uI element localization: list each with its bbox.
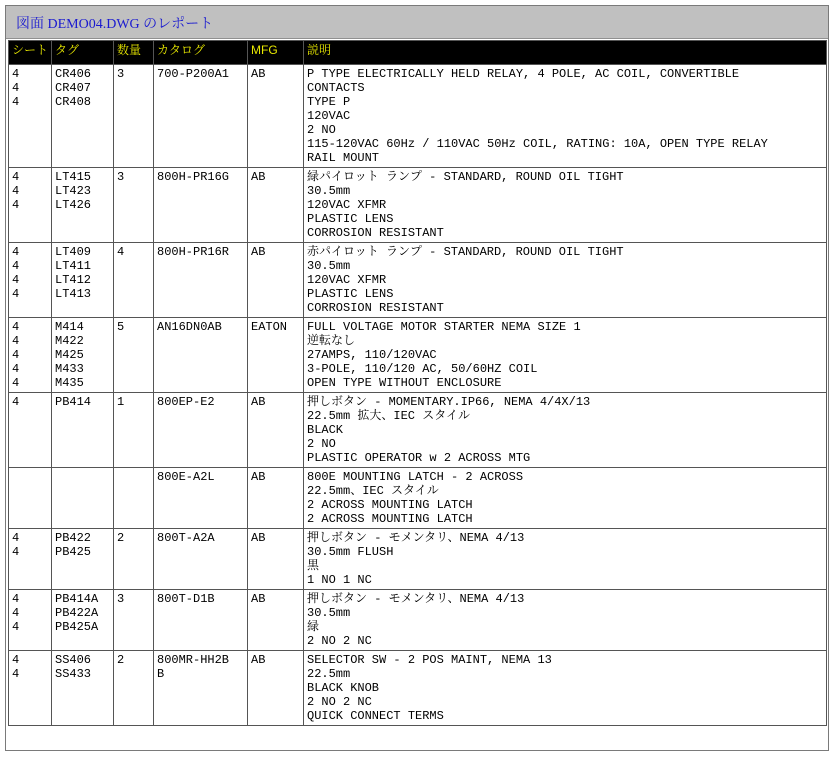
cell-description	[304, 318, 827, 393]
table-header	[9, 41, 827, 65]
cell-qty: 2	[114, 529, 154, 590]
cell-qty: 2	[114, 651, 154, 726]
cell-catalog	[154, 65, 248, 168]
cell-description	[304, 468, 827, 529]
cell-description-line: 2 ACROSS MOUNTING LATCH	[307, 498, 473, 512]
cell-catalog-line: 700-P200A1	[157, 67, 230, 81]
cell-sheet-line: 4	[12, 348, 20, 362]
cell-sheet-line: 4	[12, 81, 20, 95]
cell-tag	[52, 468, 114, 529]
cell-sheet-line: 4	[12, 184, 20, 198]
cell-sheet	[9, 243, 52, 318]
cell-sheet-line: 4	[12, 245, 20, 259]
cell-mfg: AB	[248, 529, 304, 590]
cell-description-line: 22.5mm、IEC スタイル	[307, 484, 439, 498]
cell-mfg: AB	[248, 168, 304, 243]
cell-description-line: 30.5mm FLUSH	[307, 545, 394, 559]
cell-sheet	[9, 590, 52, 651]
cell-description-line: 2 NO	[307, 437, 336, 451]
cell-tag-line: LT426	[55, 198, 92, 212]
cell-description-line: 緑	[307, 620, 320, 634]
cell-description-line: CORROSION RESISTANT	[307, 301, 444, 315]
cell-description-line: TYPE P	[307, 95, 351, 109]
cell-sheet-line: 4	[12, 95, 20, 109]
cell-mfg: AB	[248, 590, 304, 651]
cell-tag-line: PB414	[55, 395, 92, 409]
cell-tag-line: LT415	[55, 170, 92, 184]
cell-tag-line: M422	[55, 334, 84, 348]
header-row	[9, 41, 827, 65]
cell-tag-line: PB422	[55, 531, 92, 545]
cell-description-line: 27AMPS, 110/120VAC	[307, 348, 437, 362]
table-row	[9, 168, 827, 243]
cell-description-line: 120VAC	[307, 109, 351, 123]
cell-description-line: 2 NO 2 NC	[307, 634, 372, 648]
cell-mfg: AB	[248, 468, 304, 529]
cell-catalog	[154, 529, 248, 590]
cell-description-line: FULL VOLTAGE MOTOR STARTER NEMA SIZE 1	[307, 320, 581, 334]
cell-tag-line: M433	[55, 362, 84, 376]
cell-description-line: 押しボタン - モメンタリ、NEMA 4/13	[307, 592, 525, 606]
report-title-bar	[6, 6, 828, 39]
cell-sheet	[9, 529, 52, 590]
cell-tag	[52, 590, 114, 651]
cell-catalog-line: 800H-PR16R	[157, 245, 230, 259]
cell-tag-line: M425	[55, 348, 84, 362]
cell-catalog-line: 800E-A2L	[157, 470, 215, 484]
cell-tag-line: SS433	[55, 667, 92, 681]
cell-description-line: 押しボタン - モメンタリ、NEMA 4/13	[307, 531, 525, 545]
cell-description-line: QUICK CONNECT TERMS	[307, 709, 444, 723]
table-row	[9, 468, 827, 529]
cell-description-line: 黒	[307, 559, 320, 573]
cell-tag-line: LT423	[55, 184, 92, 198]
cell-sheet	[9, 393, 52, 468]
header-mfg: MFG	[248, 41, 304, 65]
cell-sheet-line: 4	[12, 287, 20, 301]
cell-description-line: 22.5mm	[307, 667, 351, 681]
cell-catalog-line: 800T-A2A	[157, 531, 215, 545]
cell-qty: 4	[114, 243, 154, 318]
cell-description-line: 120VAC XFMR	[307, 198, 387, 212]
cell-sheet-line: 4	[12, 67, 20, 81]
cell-tag	[52, 243, 114, 318]
header-description: 説明	[304, 41, 827, 65]
cell-sheet-line: 4	[12, 334, 20, 348]
cell-mfg: AB	[248, 651, 304, 726]
cell-description-line: 115-120VAC 60Hz / 110VAC 50Hz COIL, RATING: 10A, OPEN TYPE RELAY	[307, 137, 768, 151]
cell-catalog-line: 800T-D1B	[157, 592, 215, 606]
cell-description-line: 3-POLE, 110/120 AC, 50/60HZ COIL	[307, 362, 538, 376]
cell-catalog	[154, 590, 248, 651]
cell-description	[304, 590, 827, 651]
cell-sheet-line: 4	[12, 273, 20, 287]
cell-tag	[52, 651, 114, 726]
table-row	[9, 529, 827, 590]
cell-tag-line: M435	[55, 376, 84, 390]
cell-sheet	[9, 468, 52, 529]
header-tag: タグ	[52, 41, 114, 65]
cell-sheet-line: 4	[12, 667, 20, 681]
cell-tag-line: LT413	[55, 287, 92, 301]
cell-catalog	[154, 243, 248, 318]
table-row	[9, 243, 827, 318]
cell-catalog	[154, 651, 248, 726]
table-row	[9, 318, 827, 393]
header-sheet: シート	[9, 41, 52, 65]
header-catalog: カタログ	[154, 41, 248, 65]
cell-mfg: AB	[248, 243, 304, 318]
cell-description-line: 2 NO 2 NC	[307, 695, 372, 709]
cell-description-line: 赤パイロット ランプ - STANDARD, ROUND OIL TIGHT	[307, 245, 624, 259]
cell-description-line: 2 NO	[307, 123, 336, 137]
cell-description-line: OPEN TYPE WITHOUT ENCLOSURE	[307, 376, 502, 390]
cell-sheet-line: 4	[12, 362, 20, 376]
cell-sheet-line: 4	[12, 320, 20, 334]
cell-catalog-line: B	[157, 667, 165, 681]
cell-sheet	[9, 318, 52, 393]
cell-description-line: 120VAC XFMR	[307, 273, 387, 287]
cell-catalog-line: 800EP-E2	[157, 395, 215, 409]
cell-description-line: 押しボタン - MOMENTARY.IP66, NEMA 4/4X/13	[307, 395, 591, 409]
cell-tag	[52, 65, 114, 168]
table-row	[9, 65, 827, 168]
cell-catalog	[154, 318, 248, 393]
cell-sheet-line: 4	[12, 606, 20, 620]
cell-catalog-line: AN16DN0AB	[157, 320, 222, 334]
cell-tag-line: PB425	[55, 545, 92, 559]
cell-description-line: 逆転なし	[307, 334, 356, 348]
cell-description-line: 1 NO 1 NC	[307, 573, 372, 587]
cell-description-line: SELECTOR SW - 2 POS MAINT, NEMA 13	[307, 653, 552, 667]
cell-qty: 3	[114, 590, 154, 651]
cell-qty: 1	[114, 393, 154, 468]
cell-sheet-line: 4	[12, 531, 20, 545]
report-table	[8, 40, 827, 726]
cell-catalog-line: 800H-PR16G	[157, 170, 230, 184]
cell-description-line: CONTACTS	[307, 81, 365, 95]
cell-tag-line: M414	[55, 320, 84, 334]
cell-description	[304, 65, 827, 168]
cell-description	[304, 529, 827, 590]
cell-sheet	[9, 65, 52, 168]
cell-sheet-line: 4	[12, 376, 20, 390]
cell-sheet-line: 4	[12, 592, 20, 606]
cell-mfg: AB	[248, 393, 304, 468]
cell-description-line: RAIL MOUNT	[307, 151, 380, 165]
cell-description-line: 緑パイロット ランプ - STANDARD, ROUND OIL TIGHT	[307, 170, 624, 184]
cell-sheet	[9, 168, 52, 243]
cell-tag-line: PB422A	[55, 606, 99, 620]
cell-qty: 3	[114, 65, 154, 168]
cell-sheet-line: 4	[12, 653, 20, 667]
cell-sheet-line: 4	[12, 395, 20, 409]
cell-tag-line: LT409	[55, 245, 92, 259]
cell-description	[304, 168, 827, 243]
header-qty: 数量	[114, 41, 154, 65]
cell-description-line: P TYPE ELECTRICALLY HELD RELAY, 4 POLE, AC COIL, CONVERTIBLE	[307, 67, 740, 81]
cell-mfg: EATON	[248, 318, 304, 393]
cell-tag	[52, 393, 114, 468]
cell-tag-line: LT411	[55, 259, 92, 273]
cell-catalog	[154, 168, 248, 243]
cell-sheet-line: 4	[12, 259, 20, 273]
cell-description-line: PLASTIC LENS	[307, 212, 394, 226]
report-title: 図面 DEMO04.DWG のレポート	[16, 17, 214, 32]
table-row	[9, 590, 827, 651]
cell-description-line: 22.5mm 拡大、IEC スタイル	[307, 409, 470, 423]
cell-tag-line: CR407	[55, 81, 92, 95]
cell-description-line: 800E MOUNTING LATCH - 2 ACROSS	[307, 470, 524, 484]
cell-sheet-line: 4	[12, 545, 20, 559]
cell-description-line: PLASTIC OPERATOR w 2 ACROSS MTG	[307, 451, 531, 465]
table-body	[9, 65, 827, 726]
cell-description-line: 30.5mm	[307, 606, 351, 620]
cell-qty: 3	[114, 168, 154, 243]
cell-sheet-line: 4	[12, 198, 20, 212]
cell-description-line: CORROSION RESISTANT	[307, 226, 444, 240]
cell-qty	[114, 468, 154, 529]
cell-catalog	[154, 468, 248, 529]
cell-tag-line: CR406	[55, 67, 92, 81]
cell-sheet-line: 4	[12, 170, 20, 184]
cell-qty: 5	[114, 318, 154, 393]
cell-description-line: PLASTIC LENS	[307, 287, 394, 301]
cell-description-line: BLACK KNOB	[307, 681, 380, 695]
cell-tag-line: PB414A	[55, 592, 99, 606]
cell-sheet	[9, 651, 52, 726]
cell-tag-line: SS406	[55, 653, 92, 667]
cell-catalog-line: 800MR-HH2B	[157, 653, 230, 667]
cell-description	[304, 243, 827, 318]
table-row	[9, 393, 827, 468]
cell-description	[304, 651, 827, 726]
report-frame	[5, 5, 829, 751]
cell-description-line: 30.5mm	[307, 259, 351, 273]
cell-catalog	[154, 393, 248, 468]
cell-tag-line: LT412	[55, 273, 92, 287]
cell-tag-line: CR408	[55, 95, 92, 109]
cell-description-line: 30.5mm	[307, 184, 351, 198]
cell-sheet-line: 4	[12, 620, 20, 634]
cell-mfg: AB	[248, 65, 304, 168]
cell-tag	[52, 168, 114, 243]
cell-tag-line: PB425A	[55, 620, 99, 634]
cell-description-line: BLACK	[307, 423, 344, 437]
cell-description	[304, 393, 827, 468]
cell-description-line: 2 ACROSS MOUNTING LATCH	[307, 512, 473, 526]
cell-tag	[52, 318, 114, 393]
table-row	[9, 651, 827, 726]
cell-tag	[52, 529, 114, 590]
